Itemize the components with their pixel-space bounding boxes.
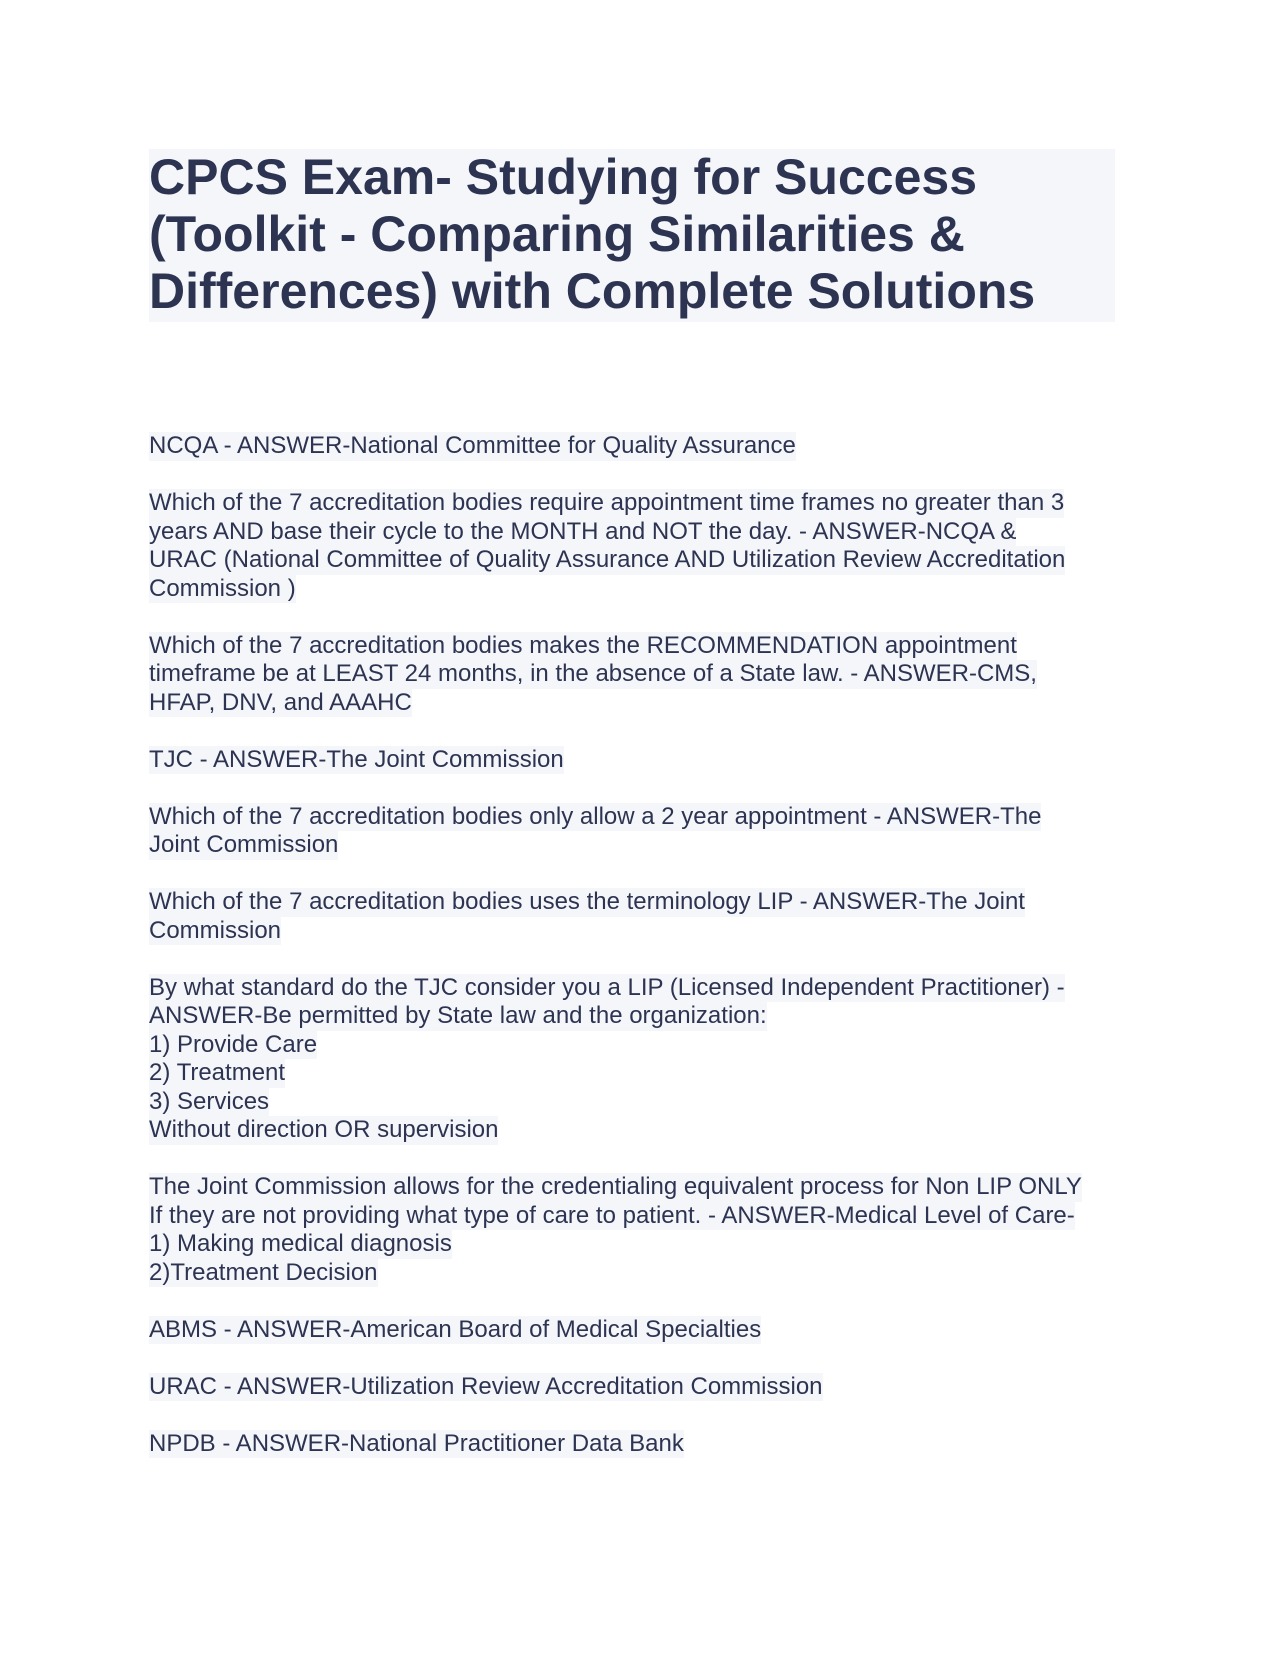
- qa-text-line: By what standard do the TJC consider you a LIP (Licensed Independent Practitioner) -: [149, 973, 1065, 1001]
- qa-item: [149, 632, 1129, 718]
- qa-text-line: years AND base their cycle to the MONTH and NOT the day. - ANSWER-NCQA &: [149, 517, 1017, 545]
- qa-text-line: Joint Commission: [149, 831, 339, 858]
- qa-text-line: timeframe be at LEAST 24 months, in the absence of a State law. - ANSWER-CMS,: [149, 660, 1037, 687]
- qa-text-line: URAC (National Committee of Quality Assurance AND Utilization Review Accreditation: [149, 546, 1066, 573]
- qa-text-line: URAC - ANSWER-Utilization Review Accreditation Commission: [149, 1372, 823, 1400]
- qa-text-line: Which of the 7 accreditation bodies require appointment time frames no greater than 3: [149, 489, 1065, 516]
- qa-text-line: Commission ): [149, 574, 296, 602]
- qa-text-line: NPDB - ANSWER-National Practitioner Data Bank: [149, 1429, 684, 1457]
- qa-text-line: The Joint Commission allows for the credentialing equivalent process for Non LIP ONLY: [149, 1173, 1082, 1200]
- qa-text-line: TJC - ANSWER-The Joint Commission: [149, 745, 564, 773]
- title-line: (Toolkit - Comparing Similarities &: [149, 206, 965, 262]
- qa-text-line: 3) Services: [149, 1087, 270, 1115]
- qa-item: [149, 432, 1129, 461]
- qa-item: [149, 1373, 1129, 1402]
- qa-item: [149, 1316, 1129, 1345]
- qa-text-line: If they are not providing what type of care to patient. - ANSWER-Medical Level of Care-: [149, 1201, 1075, 1229]
- qa-text-line: Which of the 7 accreditation bodies uses the terminology LIP - ANSWER-The Joint: [149, 888, 1025, 915]
- qa-text-line: 1) Making medical diagnosis: [149, 1230, 452, 1257]
- qa-item: [149, 746, 1129, 775]
- qa-text-line: ANSWER-Be permitted by State law and the organization:: [149, 1002, 767, 1029]
- qa-text-line: NCQA - ANSWER-National Committee for Quality Assurance: [149, 432, 796, 459]
- qa-text-line: 2) Treatment: [149, 1059, 286, 1086]
- qa-item: [149, 1173, 1129, 1287]
- document-title: [149, 149, 1115, 322]
- qa-text-line: Which of the 7 accreditation bodies only allow a 2 year appointment - ANSWER-The: [149, 802, 1042, 830]
- qa-item: [149, 888, 1129, 945]
- qa-text-line: Without direction OR supervision: [149, 1116, 499, 1143]
- qa-text-line: 1) Provide Care: [149, 1030, 318, 1058]
- document-body: [149, 432, 1129, 1487]
- qa-item: [149, 1430, 1129, 1459]
- qa-item: [149, 974, 1129, 1145]
- qa-text-line: Which of the 7 accreditation bodies makes the RECOMMENDATION appointment: [149, 631, 1017, 659]
- qa-text-line: Commission: [149, 916, 282, 944]
- qa-text-line: HFAP, DNV, and AAAHC: [149, 688, 412, 716]
- qa-text-line: 2)Treatment Decision: [149, 1258, 378, 1286]
- qa-item: [149, 489, 1129, 603]
- title-line: Differences) with Complete Solutions: [149, 263, 1036, 319]
- title-line: CPCS Exam- Studying for Success: [149, 149, 978, 205]
- qa-item: [149, 803, 1129, 860]
- qa-text-line: ABMS - ANSWER-American Board of Medical Specialties: [149, 1315, 762, 1343]
